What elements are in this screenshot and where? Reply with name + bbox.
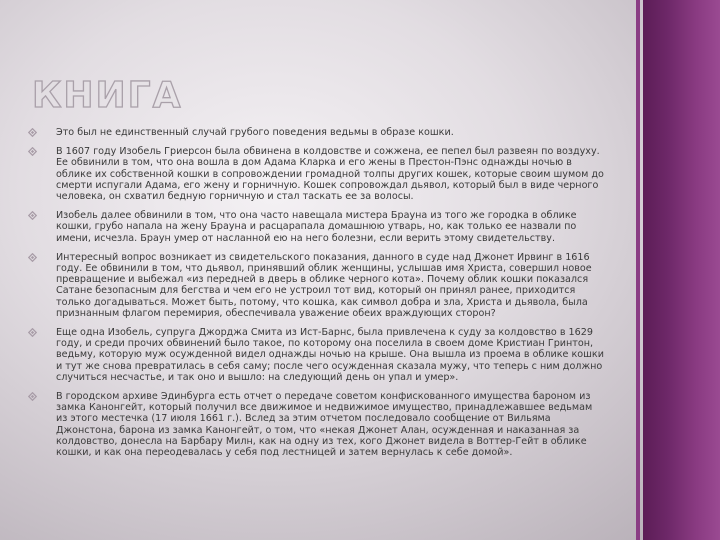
bullet-list bbox=[28, 127, 606, 466]
hollow-diamond-bullet-icon bbox=[28, 128, 37, 137]
slide-title: КНИГА bbox=[32, 75, 183, 116]
list-item bbox=[28, 210, 606, 244]
list-item-text: В городском архиве Эдинбурга есть отчет о передаче советом конфискованного имущества бароном из замка Канонгейт, который получил все движимое и недвижимое имущество, принадлежавшее ведьмам из этого местечка (17 июля 1661 г.). Вслед за этим отчетом последовало сообщение от Вильяма Джонстона, барона из замка Канонгейт, о том, что «некая Джонет Алан, осужденная и наказанная за колдовство, донесла на Барбару Милн, как на одну из тех, кого Джонет видела в Воттер-Гейт в облике кошки, и как она переодевалась у себя под лестницей и затем вернулась к себе домой». bbox=[56, 391, 593, 459]
list-item-text: Изобель далее обвинили в том, что она часто навещала мистера Брауна из того же городка в облике кошки, грубо напала на жену Брауна и расцарапала домашнюю утварь, но, как только ее назвали по имени, исчезла. Браун умер от насланной ею на него болезни, если верить этому свидетельству. bbox=[56, 210, 577, 244]
list-item-text: Это был не единственный случай грубого поведения ведьмы в образе кошки. bbox=[56, 127, 454, 138]
hollow-diamond-bullet-icon bbox=[28, 328, 37, 337]
list-item bbox=[28, 252, 606, 319]
hollow-diamond-bullet-icon bbox=[28, 147, 37, 156]
list-item bbox=[28, 327, 606, 383]
list-item bbox=[28, 127, 606, 138]
hollow-diamond-bullet-icon bbox=[28, 392, 37, 401]
list-item-text: Еще одна Изобель, супруга Джорджа Смита из Ист-Барнс, была привлечена к суду за колдовство в 1629 году, и среди прочих обвинений было такое, по которому она поселила в своем доме Кристиан Гринтон, ведьму, которую муж осужденной видел однажды ночью на крыше. Она вышла из проема в облике кошки и тут же снова превратилась в себя саму; после чего осужденная сказала мужу, что теперь с ним должно случиться несчастье, и так оно и вышло: на следующий день он упал и умер». bbox=[56, 327, 604, 383]
list-item-text: Интересный вопрос возникает из свидетельского показания, данного в суде над Джонет Ирвинг в 1616 году. Ее обвинили в том, что дьявол, принявший облик женщины, услышав имя Христа, совершил новое превращение и выбежал «из передней в дверь в облике черного кота». Почему облик кошки показался Сатане безопасным для бегства и чем его не устроил тот вид, который он принял ранее, приходится только догадываться. Может быть, потому, что кошка, как символ добра и зла, Христа и дьявола, была признанным флагом перемирия, обеспечивала уважение обеих враждующих сторон? bbox=[56, 251, 592, 319]
accent-stripe bbox=[636, 0, 640, 540]
list-item bbox=[28, 146, 606, 202]
list-item-text: В 1607 году Изобель Гриерсон была обвинена в колдовстве и сожжена, ее пепел был развеян по воздуху. Ее обвинили в том, что она вошла в дом Адама Кларка и его жены в Престон-Пэнс однажды ночью в облике их собственной кошки в сопровождении громадной толпы других кошек, которые своим шумом до смерти испугали Адама, его жену и горничную. Кошек сопровождал дьявол, который был в виде черного человека, он схватил бедную горничную и стал таскать ее за волосы. bbox=[56, 146, 604, 203]
hollow-diamond-bullet-icon bbox=[28, 253, 37, 262]
list-item bbox=[28, 391, 606, 458]
accent-band bbox=[643, 0, 720, 540]
hollow-diamond-bullet-icon bbox=[28, 211, 37, 220]
